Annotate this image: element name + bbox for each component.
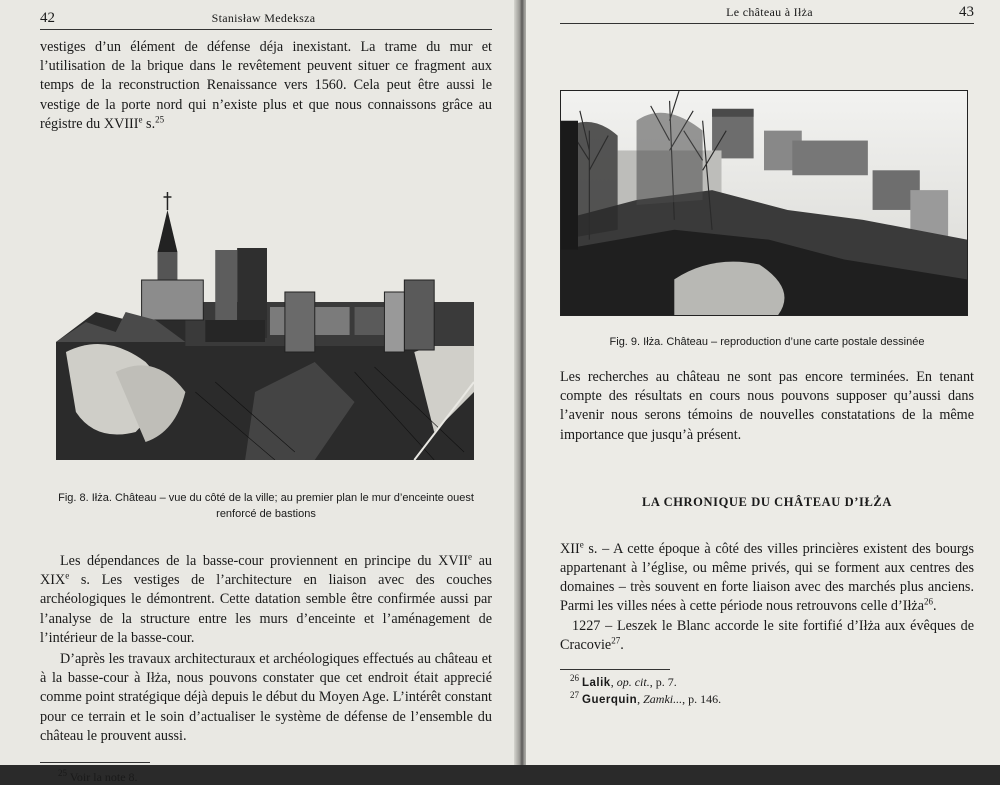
chronicle-section-title: LA CHRONIQUE DU CHÂTEAU D’IŁŻA (642, 494, 892, 509)
footnote-26: $^{26}$ Lalik, op. cit., p. 7. (570, 673, 677, 690)
left-p1-footnote-ref: 25 (155, 114, 165, 125)
left-running-title: Stanisław Medeksza (211, 11, 316, 25)
left-paragraph-2 (40, 552, 492, 648)
right-running-title: Le château à Iłża (726, 5, 813, 19)
right-footnote-rule (560, 669, 670, 670)
left-p1-sup: e (138, 114, 143, 125)
entry-12th-label: XII (560, 540, 580, 557)
entry-12th-footnote-ref: 26 (924, 596, 934, 607)
figure-8-drawing (56, 192, 474, 460)
footnote-26-page: , p. 7. (649, 675, 677, 690)
figure-8-caption: Fig. 8. Iłża. Château – vue du côté de la ville; au premier plan le mur d’enceinte ouest renforcé de bastions (58, 492, 474, 521)
left-p1-end: s. (142, 115, 156, 132)
right-page-number: 43 (959, 4, 974, 20)
right-page (526, 0, 1000, 765)
footnote-25-text: Voir la note 8. (67, 770, 138, 785)
entry-1227-text: 1227 – Leszek le Blanc accorde le site fortifié d’Iłża aux évêques de Cracovie (560, 617, 974, 653)
right-paragraph-1: Les recherches au château ne sont pas encore terminées. En tenant compte des résultats en cours nous pouvons supposer qu’aussi dans l’avenir nous serons témoins de nouvelles constatations de la même importance que jusqu’à présent. (560, 369, 974, 443)
left-p1-text: vestiges d’un élément de défense déja inexistant. La trame du mur et l’utilisation de la brique dans le revêtement peuvent situer ce fragment aux temps de la reconstruction Renaissance vers 1560. Cela peut être aussi le vestige de la porte nord qui n’existe plus et que nous connaissons grâce au régistre du XVIII (40, 39, 492, 132)
footnote-25 (40, 769, 492, 785)
left-p2-sup-1: e (468, 551, 473, 562)
left-page-number: 42 (40, 10, 55, 26)
footnote-27-page: , p. 146. (682, 692, 722, 707)
entry-12th-sup: e (579, 539, 584, 550)
left-paragraph-3: D’après les travaux architecturaux et archéologiques effectués au château et à la basse-cour à Iłża, nous pouvons constater que cet endroit était apprecié comme point stratégique déjà depuis le début du Moyen Age. L’intérêt constant pour ce terrain et le soin d’actualiser le système de défense de l’ensemble du château le prouvent aussi. (40, 651, 492, 744)
footnote-26-number: 26 (570, 673, 579, 684)
footnote-27-author: Guerquin (582, 694, 638, 707)
footnote-27: $^{27}$ Guerquin, Zamki..., p. 146. (570, 690, 722, 707)
entry-1227-footnote-ref: 27 (611, 635, 621, 646)
entry-12th-label-end: s. (583, 540, 598, 557)
left-paragraph-1 (40, 38, 492, 134)
entry-12th-text: – A cette époque à côté des villes princières existent des bourgs appartenant à l’église, ou même privés, qui se forment aux centres des domaines – très souvent en forte liaison avec des marchés plus anciens. Parmi les villes nées à cette période nous retrouvons celle d’Iłża (560, 540, 974, 615)
figure-9-caption: Fig. 9. Iłża. Château – reproduction d’une carte postale dessinée (609, 336, 925, 348)
footnote-26-ref: op. cit. (616, 675, 650, 690)
footnote-26-author: Lalik (582, 677, 611, 690)
figure-9-photo (560, 90, 968, 316)
left-p2-sup-2: e (65, 570, 70, 581)
right-header-rule (560, 23, 974, 24)
chronicle-entry-1227: 1227 – Leszek le Blanc accorde le site fortifié d’Iłża aux évêques de Cracovie$^{27}$. (560, 617, 974, 653)
left-header-rule (40, 29, 492, 30)
left-footnote-rule (40, 762, 150, 763)
left-p2-text-a: Les dépendances de la basse-cour proviennent en principe du XVII (60, 553, 469, 570)
left-p2-text-c: s. Les vestiges de l’architecture en liaison avec des couches archéologiques le démontrent. Cette datation semble être confirmée aussi par l’analyse de la structure entre les murs d’enceinte et l’aménagement de l’intérieur de la basse-cour. (40, 572, 492, 646)
left-p2-text-b: au XIX (40, 553, 492, 589)
footnote-27-ref: Zamki... (643, 692, 683, 707)
left-running-head (40, 10, 492, 27)
footnote-25-number: 25 (58, 768, 67, 779)
chronicle-entry-12th-century: XIIe s. – A cette époque à côté des villes princières existent des bourgs appartenant à l’église, ou même privés, qui se forment aux centres des domaines – très souvent en forte liaison avec des marchés plus anciens. Parmi les villes nées à cette période nous retrouvons celle d’Iłża$^{26}$. (560, 539, 974, 615)
footnote-27-number: 27 (570, 690, 579, 701)
right-running-head (560, 4, 974, 21)
